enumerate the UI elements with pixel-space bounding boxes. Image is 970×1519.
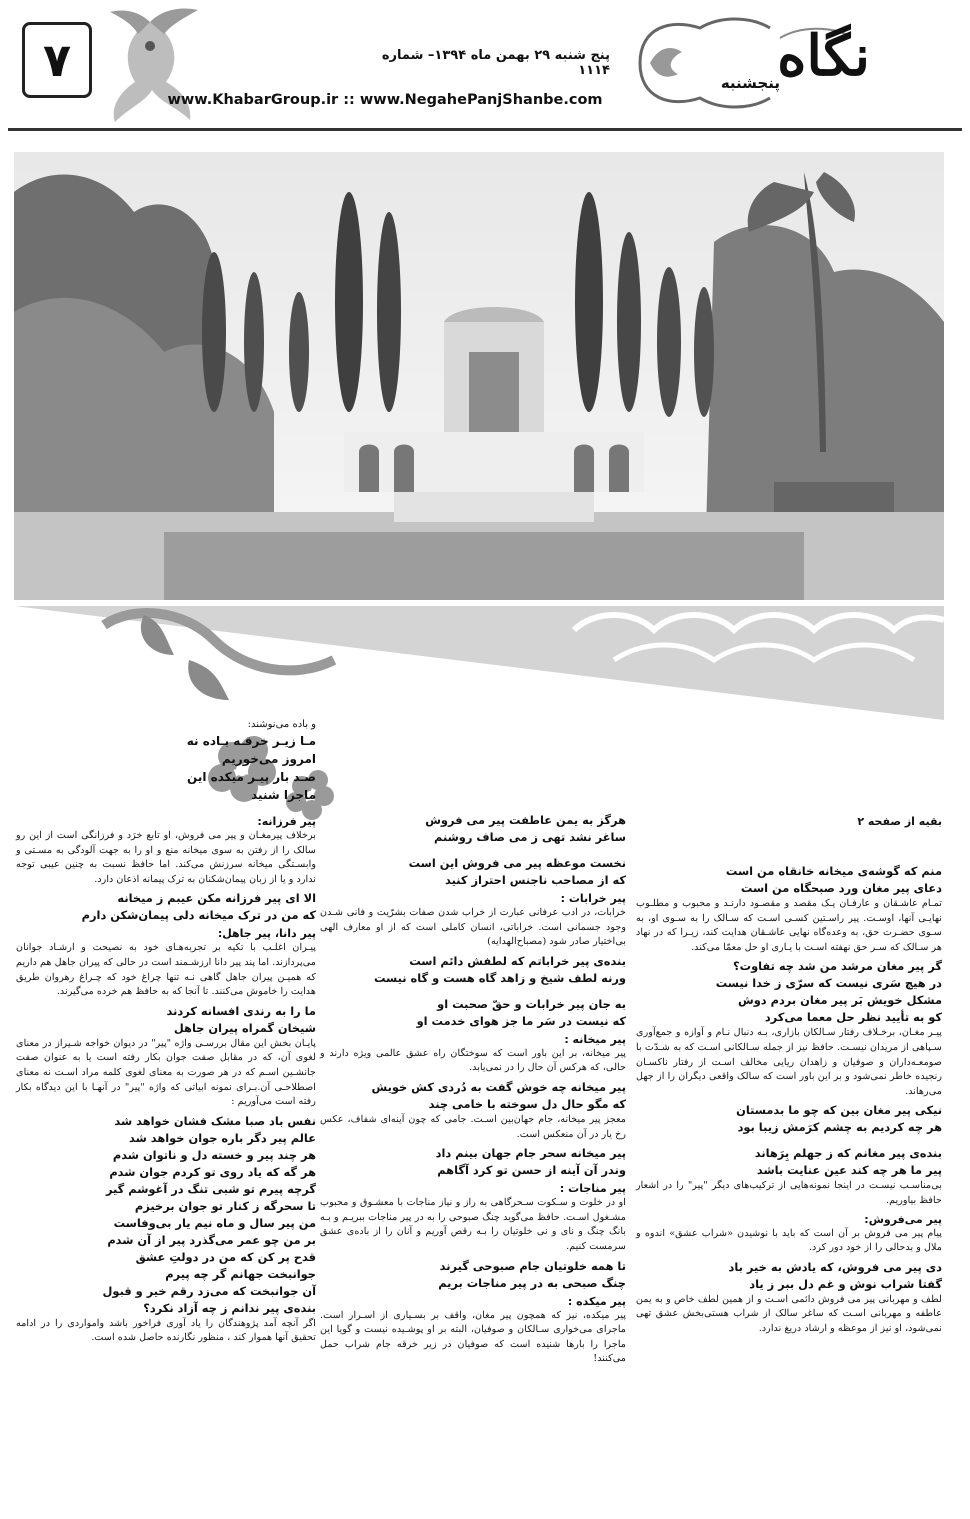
verse-line: قدح پر کن که من در دولتِ عشق: [135, 1249, 316, 1264]
section-heading: پیر میخانه :: [564, 1032, 626, 1046]
verse-line: جوانبخت جهانم گر چه پیرم: [165, 1266, 316, 1281]
section-heading: پیر دانا، پیر جاهل:: [217, 927, 316, 941]
logo-title: نگاه: [777, 23, 870, 89]
verse-line: من پیر سال و ماه نیم یار بی‌وفاست: [113, 1215, 316, 1230]
verse-line: ورنه لطف شیخ و زاهد گاه هست و گاه نیست: [374, 970, 626, 985]
verse-line: ساغر نشد تهی ز می صاف روشنم: [434, 830, 626, 844]
verse-line: الا ای پیر فرزانه مکن عیبم ز میخانه: [117, 891, 316, 906]
verse-line: مـا زیـر خرقـه بـاده نه: [186, 734, 316, 748]
verse-line: عالم پیر دگر باره جوان خواهد شد: [129, 1130, 316, 1145]
issue-date-line: پنج شنبه ۲۹ بهمن ماه ۱۳۹۴– شماره ۱۱۱۴: [381, 48, 610, 78]
section-heading: پیر فرزانه:: [257, 815, 316, 828]
verse-line: بنده‌ی پیر مغانم که ز جهلم بِرَهاند: [754, 1146, 942, 1161]
verse-line: نیکی پیر مغان بین که چو ما بدمستان: [736, 1103, 942, 1118]
header-divider: [8, 128, 962, 131]
paragraph: پیـر مغـان، برخـلاف رفتار سـالکان بازاری، بـه دنبال نـام و آوازه و جمع‌آوری سـپاهی از مریدان نیسـت. حافظ نیز از جمله سـالکانی اسـت که به شـدّت با صومعـه‌داران و صوفیان و زاهدان ریایی مخالف اسـت از رفتار ناکسـان رنجیده خاطر نمی‌شود و بر این باور است که سالک واقعی دیگران را از جهل می‌رهاند.: [636, 1027, 942, 1097]
verse-line: ما را به رندی افسانه کردند: [166, 1003, 316, 1018]
verse-line: مشکل خویش بَر پیر مغان بردم دوش: [737, 993, 942, 1008]
verse-line: نخست موعظه پیر می فروش این است: [408, 856, 626, 870]
paragraph: پایـان بخش این مقال بررسـی واژه "پیر" در دیوان خواجه شـیراز در معنای لغوی آن، که در مقابل صفت جوان بکار رفته است یا به عنوان صفت جانشـین اسـم که در هر صورت به معنای لغوی کلمه مراد اسـت نه معنای اصطلاحـی آن.بـرای نمونه ابیاتی که واژه "پیر" در آنهـا با این دیدگاه بکار رفته است می‌آوریم :: [16, 1037, 316, 1108]
paragraph: پیر میخانه، بر این باور است که سوختگان راه عشق عالمی ویژه دارند و حالی، که هرکس آن حال را در نمی‌یابد.: [320, 1047, 626, 1074]
paragraph: برخلاف پیرمغـان و پیر می فروش، او تابع خرَد و فرزانگی است از این رو سالک را از رفتن به سوی میخانه منع و او را به جهت آلودگی به مسـتی و وابسـتگی میخانه سرزنش می‌کند. اما حافظ نسبت به چنین عیبی توجه ندارد و یا از زبان پیمان‌شکنان به ترک پیمانه اذعان دارد.: [16, 830, 316, 885]
verse-line: آن جوانبخت که می‌زد رقم خیر و قبول: [102, 1283, 316, 1298]
column-left-intro: [140, 718, 316, 804]
verse-line: تا همه خلوتیان جام صبوحی گیرند: [439, 1258, 626, 1273]
paragraph: او در خلوت و سـکوت سـحرگاهی به راز و نیاز مناجات با معشـوق و محبوب مشـغول اسـت. حافظ می‌گوید چنگ صبوحی را به در پیر مناجات ببریـم و بـه بانگ چنگ و نای و نی خلوتیان را بـه رقص آوریم و آنان را از باده‌ی عشق سرمست کنیم.: [320, 1197, 626, 1252]
verse-line: گفتا شراب نوش و غم دل ببر ز یاد: [749, 1276, 942, 1291]
verse-line: نفس باد صبا مشک فشان خواهد شد: [114, 1113, 316, 1128]
intro-text: و باده می‌نوشند:: [247, 719, 316, 730]
verse-line: دعای پیر مغان ورد صبحگاه من است: [740, 881, 942, 895]
verse-line: که مگو حال دل سوخته با خامی چند: [428, 1096, 626, 1111]
verse-line: هر گه که یاد روی تو کردم جوان شدم: [109, 1164, 316, 1179]
verse-line: گرچه پیرم تو شبی تنگ در آغوشم گیر: [105, 1181, 316, 1196]
verse-line: هر چند پیر و خسته دل و ناتوان شدم: [112, 1147, 316, 1162]
section-heading: پیر مناجات :: [559, 1182, 626, 1196]
verse-line: کو به تأیید نظر حل معما می‌کرد: [764, 1010, 942, 1025]
verse-line: در هیچ سَری نیست که سرّی ز خدا نیست: [715, 976, 942, 991]
newspaper-logo: [630, 8, 930, 118]
article-column-right: [636, 812, 942, 1340]
verse-line: گر پیر مغان مرشد من شد چه تفاوت؟: [733, 959, 942, 974]
ornamental-band: [14, 600, 944, 720]
article-column-left: [16, 812, 316, 1349]
verse-line: ماجرا شنید: [251, 788, 316, 802]
website-urls: www.KhabarGroup.ir :: www.NegahePanjShanbe.com: [167, 92, 603, 108]
paragraph: اگر آنچه آمد پژوهندگان را یاد آوری فراخور باشد وامواردی را در ادامه تحقیق آنها هموار کند ، منظور نگارنده حاصل شده است.: [16, 1317, 316, 1344]
verse-line: بنده‌ی پیر ندانم ز چه آزاد نکرد؟: [143, 1300, 316, 1315]
article-column-middle: [320, 812, 626, 1370]
verse-line: بر من چو عمر می‌گذرد پیر از آن شدم: [107, 1232, 316, 1247]
page-number: ۷: [22, 22, 92, 98]
verse-line: پیر میخانه سحر جام جهان بینم داد: [435, 1146, 626, 1161]
verse-line: تا سحرگه ز کنار تو جوان برخیزم: [134, 1198, 316, 1213]
verse-line: امروز می‌خوریم: [221, 752, 316, 766]
paragraph: پیر میکده، نیز که همچون پیر مغان، واقف بر بسـیاری از اسـرار است. ماجرای می‌خواری سـالکان و صوفیان، البته بر او پوشـیده نیست و گویا این ماجرا را بارها شنیده است که صوفیان در زیر خرقه جام شراب حمل می‌کنند!: [320, 1309, 626, 1365]
paragraph: خرابات، در ادب عرفانی عبارت از خراب شدن صفات بشرّیت و فانی شـدن وجود جسمانی است. خراباتی، انسان کاملی است که از او معارف الهی بی‌اختیار صادر شود (مصباح‌الهدایه): [320, 907, 626, 948]
continued-from-label: بقیه از صفحه ۲: [857, 815, 942, 828]
tomb-garden-photo: [14, 152, 944, 604]
masthead: [0, 0, 970, 132]
verse-line: بنده‌ی پیر خراباتم که لطفش دائم است: [409, 953, 626, 968]
verse-line: منم که گوشه‌ی میخانه خانقاه من است: [725, 864, 942, 878]
phoenix-illustration: [90, 2, 210, 128]
verse-line: شیخان گمراه پیران جاهل: [173, 1020, 316, 1035]
verse-line: پیر میخانه چه خوش گفت به دُردی کش خویش: [371, 1079, 626, 1094]
section-heading: پیر میکده :: [567, 1294, 626, 1308]
logo-subtitle: پنجشنبه: [720, 74, 780, 92]
paragraph: معجز پیر میخانه، جام جهان‌بین اسـت. جامی که چون آینه‌ای شفاف، عکس رخ یار در آن منعکس است.: [320, 1113, 626, 1140]
verse-line: وندر آن آینه از حسن تو کرد آگاهم: [437, 1163, 626, 1178]
section-heading: پیر می‌فروش:: [864, 1212, 942, 1226]
verse-line: که من در ترک میخانه دلی پیمان‌شکن دارم: [81, 908, 316, 923]
paragraph: پیـران اغلـب با تکیه بر تجربه‌هـای خود به نصیحت و ارشـاد جوانان می‌پردازند. اما پند پیر دانا ارزشـمند است در حالی که پیران جاهل هم داریم که همیـن پیران جاهل گاهی نـه تنها چراغ خود که چـراغ رهروان طریق هدایت را خاموش می‌کنند. تا آنجا که به حافظ هم خرده می‌گیرند.: [16, 942, 316, 998]
verse-line: پیر ما هر چه کند عین عنایت باشد: [756, 1163, 942, 1178]
verse-line: که نیست در سَر ما جز هوای خدمت او: [416, 1013, 626, 1028]
paragraph: بی‌مناسـب نیسـت در اینجا نمونه‌هایی از ترکیب‌های دیگر "پیر" را در اشعار حافظ بیاوریم.: [636, 1180, 942, 1206]
section-heading: پیر خرابات :: [560, 892, 626, 905]
paragraph: لطف و مهربانی پیر می فروش دائمی اسـت و از همین لطف خاص و به یمن عاطفه و مهربانی اسـت که ساغر سالک از شراب هستی‌بخش عشق تهی نمی‌شود، او نیز از موعظه و ارشاد دریغ ندارد.: [636, 1293, 942, 1334]
verse-line: به جان پیر خرابات و حقّ صحبت او: [437, 996, 626, 1011]
paragraph: تمـام عاشـقان و عارفـان یـک مقصد و مقصـود دارنـد و محبوب و مطلـوب نهایـی آنها، اوسـت. پیر راسـتین کسـی اسـت که سـالک را به سـوی او، به سـوی حضـرت حق، به وعده‌گاه نهایی عاشـقان هدایت کند، زیـرا که در نهاد هر سـالک که سـر حق نهفته اسـت با یـاری او حل معمّا می‌کند.: [636, 898, 942, 953]
verse-line: صـد بار پیـر میکده این: [187, 770, 316, 784]
verse-line: دی پیر می فروش، که یادش به خیر باد: [728, 1259, 942, 1274]
verse-line: چنگ صبحی به در پیر مناجات بریم: [438, 1275, 626, 1290]
verse-line: هر چه کردیم به چشم کرَمش زیبا بود: [737, 1120, 942, 1135]
paragraph: پیام پیر می فروش بر آن است که باید با نوشیدن «شراب عشق» اندوه و ملال و بدحالی را از خود دور کرد.: [636, 1227, 942, 1254]
verse-line: هرگز به یمن عاطفت پیر می فروش: [425, 813, 626, 827]
verse-line: که از مصاحب ناجنس احتراز کنید: [445, 873, 626, 887]
